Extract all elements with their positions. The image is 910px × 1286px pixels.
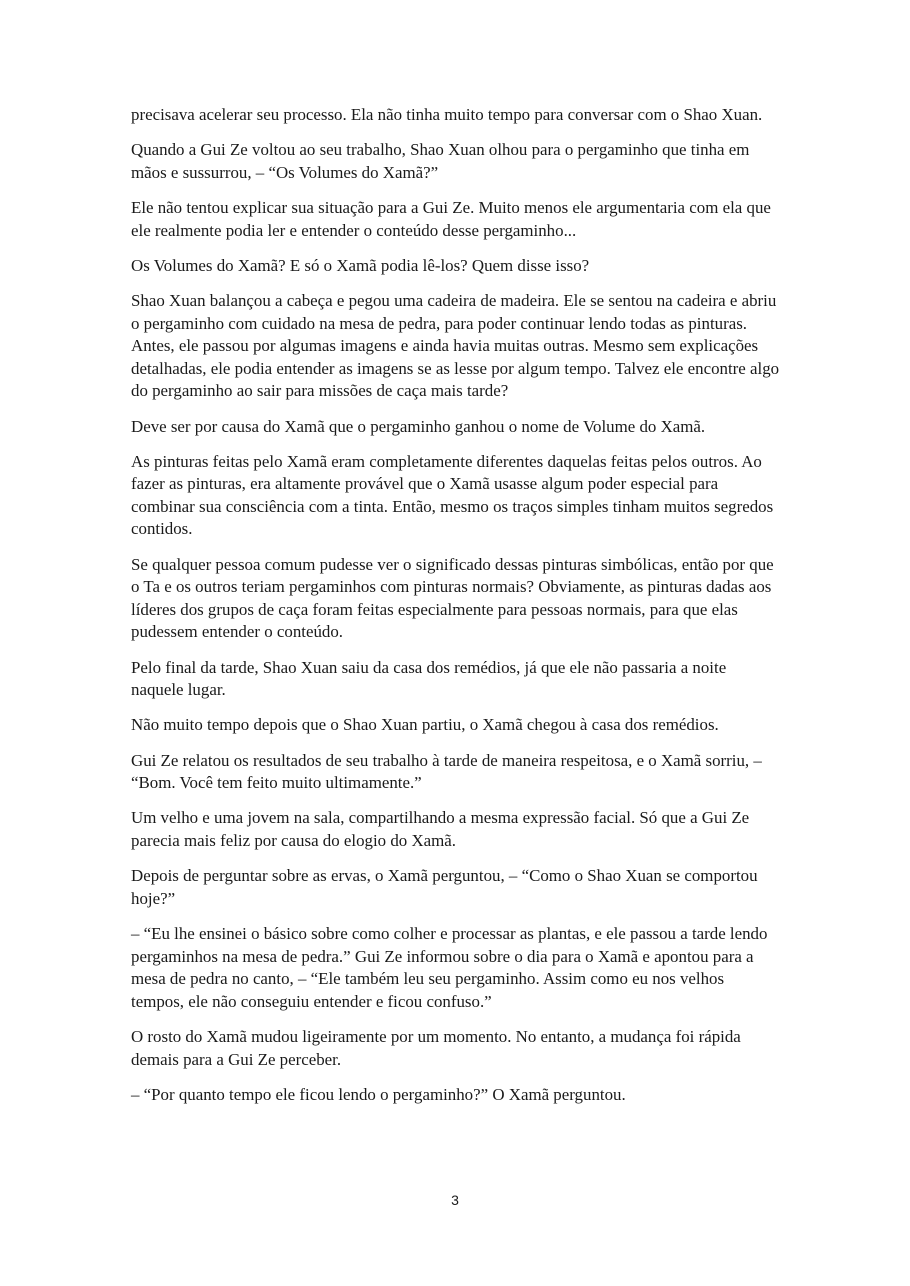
paragraph-6: Deve ser por causa do Xamã que o pergaminho ganhou o nome de Volume do Xamã. bbox=[131, 416, 706, 436]
paragraph-8: Se qualquer pessoa comum pudesse ver o significado dessas pinturas simbólicas, então por que o Ta e os outros teriam pergaminhos com pinturas normais? Obviamente, as pinturas dadas aos líderes dos grupos de caça foram feitas especialmente para pessoas normais, para que elas pudessem entender o conteúdo. bbox=[131, 554, 774, 642]
paragraph-12: Um velho e uma jovem na sala, compartilhando a mesma expressão facial. Só que a Gui Ze parecia mais feliz por causa do elogio do Xamã. bbox=[131, 808, 750, 850]
paragraph-2: Quando a Gui Ze voltou ao seu trabalho, Shao Xuan olhou para o pergaminho que tinha em mãos e sussurrou, – “Os Volumes do Xamã?” bbox=[131, 140, 750, 182]
paragraph-7: As pinturas feitas pelo Xamã eram completamente diferentes daquelas feitas pelos outros. Ao fazer as pinturas, era altamente provável que o Xamã usasse algum poder especial para combinar sua consciência com a tinta. Então, mesmo os traços simples tinham muitos segredos contidos. bbox=[131, 451, 774, 539]
paragraph-5: Shao Xuan balançou a cabeça e pegou uma cadeira de madeira. Ele se sentou na cadeira e abriu o pergaminho com cuidado na mesa de pedra, para poder continuar lendo todas as pinturas. Antes, ele passou por algumas imagens e ainda havia muitas outras. Mesmo sem explicações detalhadas, ele podia entender as imagens se as lesse por algum tempo. Talvez ele encontre algo do pergaminho ao sair para missões de caça mais tarde? bbox=[131, 290, 780, 401]
paragraph-1: precisava acelerar seu processo. Ela não tinha muito tempo para conversar com o Shao Xuan. bbox=[131, 105, 763, 124]
paragraph-4: Os Volumes do Xamã? E só o Xamã podia lê-los? Quem disse isso? bbox=[131, 255, 590, 275]
paragraph-10: Não muito tempo depois que o Shao Xuan partiu, o Xamã chegou à casa dos remédios. bbox=[131, 715, 719, 735]
paragraph-14: – “Eu lhe ensinei o básico sobre como colher e processar as plantas, e ele passou a tarde lendo pergaminhos na mesa de pedra.” Gui Ze informou sobre o dia para o Xamã e apontou para a mesa de pedra no canto, – “Ele também leu seu pergaminho. Assim como eu nos velhos tempos, ele não conseguiu entender e ficou confuso.” bbox=[131, 923, 768, 1011]
paragraph-16: – “Por quanto tempo ele ficou lendo o pergaminho?” O Xamã perguntou. bbox=[131, 1084, 626, 1104]
paragraph-9: Pelo final da tarde, Shao Xuan saiu da casa dos remédios, já que ele não passaria a noite naquele lugar. bbox=[131, 657, 727, 700]
page-number: 3 bbox=[451, 1192, 459, 1208]
paragraph-11: Gui Ze relatou os resultados de seu trabalho à tarde de maneira respeitosa, e o Xamã sorriu, – “Bom. Você tem feito muito ultimamente.” bbox=[131, 750, 762, 793]
body-text bbox=[131, 104, 781, 1119]
paragraph-3: Ele não tentou explicar sua situação para a Gui Ze. Muito menos ele argumentaria com ela que ele realmente podia ler e entender o conteúdo desse pergaminho... bbox=[131, 197, 771, 240]
paragraph-15: O rosto do Xamã mudou ligeiramente por um momento. No entanto, a mudança foi rápida demais para a Gui Ze perceber. bbox=[131, 1026, 741, 1069]
paragraph-13: Depois de perguntar sobre as ervas, o Xamã perguntou, – “Como o Shao Xuan se comportou hoje?” bbox=[131, 866, 758, 908]
